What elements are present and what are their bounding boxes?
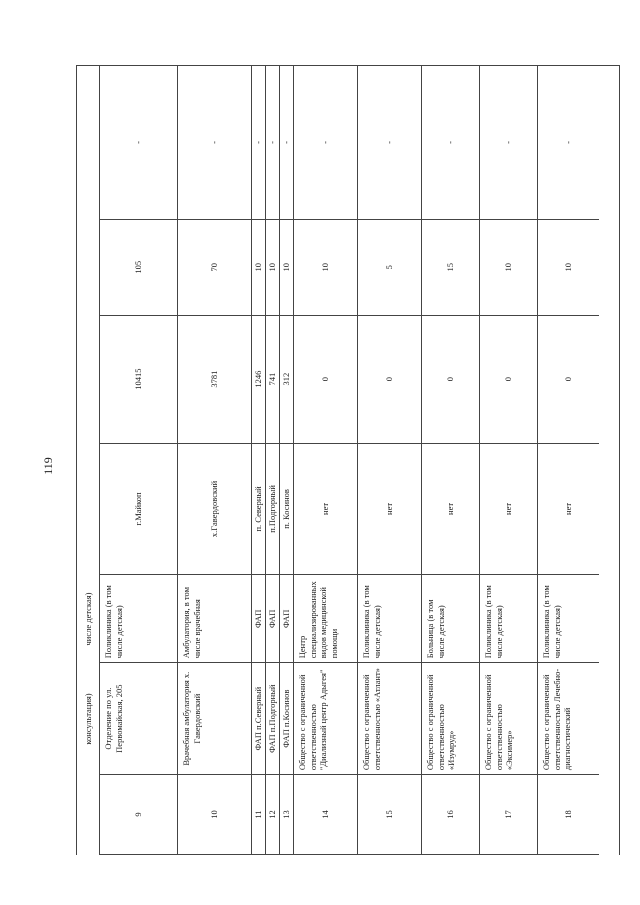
cell-population: 1246 xyxy=(252,316,265,444)
cell-population: 0 xyxy=(422,316,479,444)
cell-capacity: 10 xyxy=(266,220,279,316)
cell-capacity: 15 xyxy=(422,220,479,316)
cell-num: 14 xyxy=(294,775,357,855)
cell-name: Общество с ограниченной ответственностью Лечебно-диагностический xyxy=(538,663,599,775)
cell-num: 17 xyxy=(480,775,537,855)
cell-capacity: 10 xyxy=(538,220,599,316)
cell-type: Поликлиника (в том числе детская) xyxy=(538,575,599,663)
cell-name: Врачебная амбулатория х. Гавердовский xyxy=(178,663,251,775)
cell-location: г.Майкоп xyxy=(100,444,177,576)
facilities-table xyxy=(76,65,620,855)
cell-type: Поликлиника (в том числе детская) xyxy=(100,575,177,663)
cell-population: 0 xyxy=(538,316,599,444)
cell-extra: - xyxy=(280,66,293,220)
cell-population: 3781 xyxy=(178,316,251,444)
cell-population: 0 xyxy=(480,316,537,444)
cell-type: Амбулатория, в том числе врачебная xyxy=(178,575,251,663)
table-row xyxy=(251,66,265,855)
cell-num: 18 xyxy=(538,775,599,855)
cell-type: ФАП xyxy=(252,575,265,663)
cell-capacity: 70 xyxy=(178,220,251,316)
cell-num: 15 xyxy=(358,775,421,855)
cell-extra: - xyxy=(100,66,177,220)
cell-population: 0 xyxy=(358,316,421,444)
cell-location: п. Косинов xyxy=(280,444,293,576)
cell-num: 12 xyxy=(266,775,279,855)
table-row xyxy=(357,66,421,855)
table-rotator xyxy=(76,65,620,855)
cell-location: нет xyxy=(294,444,357,576)
cell-location: п. Северный xyxy=(252,444,265,576)
table-row xyxy=(265,66,279,855)
cell-extra: - xyxy=(252,66,265,220)
cell-name: Общество с ограниченной ответственностью «Изумруд» xyxy=(422,663,479,775)
cell-capacity: 5 xyxy=(358,220,421,316)
header-spacer xyxy=(77,775,99,855)
header-cell-type: числе детская) xyxy=(82,592,93,646)
cell-num: 9 xyxy=(100,775,177,855)
cell-population: 312 xyxy=(280,316,293,444)
cell-extra: - xyxy=(538,66,599,220)
cell-extra: - xyxy=(480,66,537,220)
table-header-continuation xyxy=(77,66,99,855)
page-number: 119 xyxy=(41,457,55,475)
cell-name: Отделение по ул. Первомайская, 205 xyxy=(100,663,177,775)
table-row xyxy=(293,66,357,855)
cell-name: Общество с ограниченной ответственностью «Эксимер» xyxy=(480,663,537,775)
cell-capacity: 105 xyxy=(100,220,177,316)
table-row xyxy=(479,66,537,855)
cell-location: нет xyxy=(422,444,479,576)
cell-population: 0 xyxy=(294,316,357,444)
cell-location: х.Гавердовский xyxy=(178,444,251,576)
table-row xyxy=(177,66,251,855)
cell-num: 16 xyxy=(422,775,479,855)
cell-num: 10 xyxy=(178,775,251,855)
cell-extra: - xyxy=(178,66,251,220)
cell-capacity: 10 xyxy=(252,220,265,316)
header-cell-name: консультация) xyxy=(82,693,93,745)
table-row xyxy=(537,66,599,855)
cell-type: Центр специализированных видов медицинской помощи xyxy=(294,575,357,663)
cell-name: ФАП п.Северный xyxy=(252,663,265,775)
cell-location: п.Подгорный xyxy=(266,444,279,576)
table-row xyxy=(421,66,479,855)
cell-name: Общество с ограниченной ответственностью "Диализный центр Адыгея" xyxy=(294,663,357,775)
table-row xyxy=(99,66,177,855)
cell-location: нет xyxy=(538,444,599,576)
cell-capacity: 10 xyxy=(294,220,357,316)
cell-capacity: 10 xyxy=(480,220,537,316)
cell-population: 10415 xyxy=(100,316,177,444)
cell-location: нет xyxy=(358,444,421,576)
cell-name: ФАП п.Косинов xyxy=(280,663,293,775)
cell-type: ФАП xyxy=(280,575,293,663)
cell-type: Поликлиника (в том числе детская) xyxy=(358,575,421,663)
cell-type: Поликлиника (в том числе детская) xyxy=(480,575,537,663)
cell-name: ФАП п.Подгорный xyxy=(266,663,279,775)
cell-extra: - xyxy=(266,66,279,220)
cell-extra: - xyxy=(294,66,357,220)
cell-population: 741 xyxy=(266,316,279,444)
cell-type: Больница (в том числе детская) xyxy=(422,575,479,663)
cell-extra: - xyxy=(422,66,479,220)
cell-name: Общество с ограниченной ответственностью «Атлант» xyxy=(358,663,421,775)
cell-capacity: 10 xyxy=(280,220,293,316)
cell-num: 11 xyxy=(252,775,265,855)
cell-location: нет xyxy=(480,444,537,576)
table-row xyxy=(279,66,293,855)
cell-type: ФАП xyxy=(266,575,279,663)
cell-extra: - xyxy=(358,66,421,220)
cell-num: 13 xyxy=(280,775,293,855)
